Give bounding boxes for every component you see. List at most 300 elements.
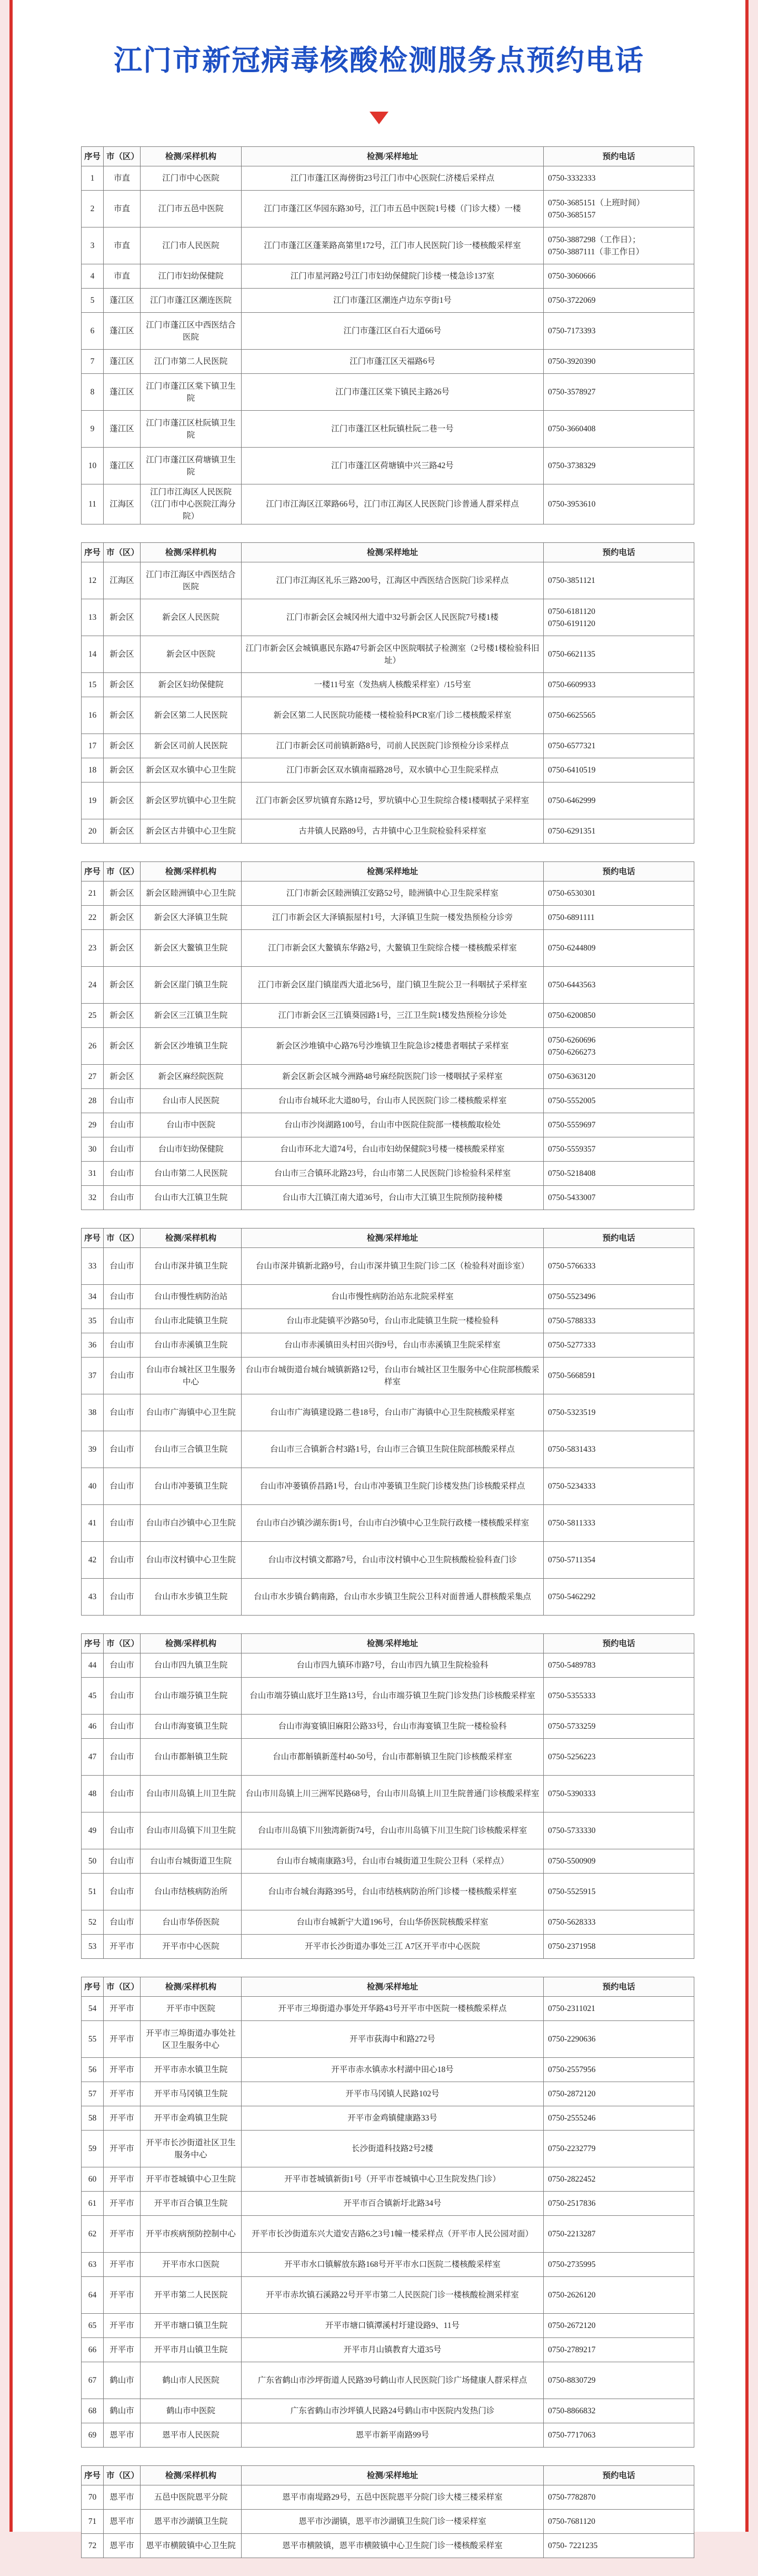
service-table xyxy=(81,146,694,524)
cell-org: 台山市大江镇卫生院 xyxy=(141,1186,242,1210)
cell-phone[interactable]: 0750-5711354 xyxy=(544,1542,694,1579)
cell-addr: 江门市蓬江区海傍街23号江门市中心医院仁济楼后采样点 xyxy=(242,166,544,191)
cell-addr: 台山市四九镇环市路7号，台山市四九镇卫生院检验科 xyxy=(242,1653,544,1678)
table-row xyxy=(82,1812,694,1849)
cell-city: 新会区 xyxy=(104,906,141,930)
cell-no: 19 xyxy=(82,782,104,819)
cell-addr: 台山市北陡镇平沙路50号，台山市北陡镇卫生院一楼检验科 xyxy=(242,1309,544,1333)
cell-city: 新会区 xyxy=(104,967,141,1004)
cell-no: 5 xyxy=(82,289,104,313)
cell-org: 台山市川岛镇上川卫生院 xyxy=(141,1776,242,1812)
cell-phone[interactable]: 0750-5489783 xyxy=(544,1653,694,1678)
cell-phone[interactable]: 0750-3060666 xyxy=(544,264,694,289)
cell-org: 台山市都斛镇卫生院 xyxy=(141,1739,242,1776)
cell-city: 新会区 xyxy=(104,697,141,734)
table-row xyxy=(82,734,694,758)
table-row xyxy=(82,1089,694,1113)
table-row xyxy=(82,313,694,350)
cell-org: 新会区睦洲镇中心卫生院 xyxy=(141,881,242,906)
cell-org: 新会区妇幼保健院 xyxy=(141,673,242,697)
table-row xyxy=(82,1248,694,1285)
column-header: 序号 xyxy=(82,1634,104,1653)
cell-org: 新会区大鳌镇卫生院 xyxy=(141,930,242,967)
service-table xyxy=(81,861,694,1210)
cell-addr: 恩平市新平南路99号 xyxy=(242,2423,544,2448)
cell-phone[interactable]: 0750-5323519 xyxy=(544,1394,694,1431)
cell-org: 台山市第二人民医院 xyxy=(141,1162,242,1186)
cell-org: 台山市结核病防治所 xyxy=(141,1874,242,1910)
table-row xyxy=(82,1739,694,1776)
cell-city: 台山市 xyxy=(104,1309,141,1333)
cell-phone[interactable]: 0750-5390333 xyxy=(544,1776,694,1812)
cell-phone[interactable]: 0750-5462292 xyxy=(544,1579,694,1616)
cell-city: 恩平市 xyxy=(104,2485,141,2510)
cell-phone[interactable]: 0750-5628333 xyxy=(544,1910,694,1935)
cell-phone[interactable]: 0750-3887298（工作日）； 0750-3887111（非工作日） xyxy=(544,227,694,264)
cell-addr: 台山市三合镇新合村3路1号，台山市三合镇卫生院住院部核酸采样点 xyxy=(242,1431,544,1468)
cell-addr: 台山市广海镇建设路二巷18号，台山市广海镇中心卫生院核酸采样室 xyxy=(242,1394,544,1431)
cell-phone[interactable]: 0750-2371958 xyxy=(544,1935,694,1959)
cell-phone[interactable]: 0750-2290636 xyxy=(544,2021,694,2058)
cell-phone[interactable]: 0750-6260696 0750-6266273 xyxy=(544,1028,694,1065)
cell-city: 开平市 xyxy=(104,2106,141,2131)
cell-no: 64 xyxy=(82,2277,104,2314)
cell-addr: 开平市塘口镇潭溪村圩建设路9、11号 xyxy=(242,2314,544,2338)
cell-no: 3 xyxy=(82,227,104,264)
cell-city: 台山市 xyxy=(104,1874,141,1910)
cell-no: 48 xyxy=(82,1776,104,1812)
table-row xyxy=(82,673,694,697)
cell-phone[interactable]: 0750-8866832 xyxy=(544,2399,694,2423)
cell-no: 57 xyxy=(82,2082,104,2106)
cell-addr: 江门市新会区双水镇南福路28号，双水镇中心卫生院采样点 xyxy=(242,758,544,782)
table-row xyxy=(82,1776,694,1812)
cell-city: 新会区 xyxy=(104,599,141,636)
cell-phone[interactable]: 0750-6200850 xyxy=(544,1004,694,1028)
table-row xyxy=(82,1431,694,1468)
cell-phone[interactable]: 0750-2557956 xyxy=(544,2058,694,2082)
cell-org: 江门市江海区中西医结合医院 xyxy=(141,562,242,599)
column-header: 检测/采样地址 xyxy=(242,1977,544,1997)
cell-no: 10 xyxy=(82,448,104,484)
service-table xyxy=(81,1633,694,1959)
cell-phone[interactable]: 0750-6891111 xyxy=(544,906,694,930)
cell-phone[interactable]: 0750-2626120 xyxy=(544,2277,694,2314)
cell-phone[interactable]: 0750-2213287 xyxy=(544,2216,694,2253)
cell-no: 12 xyxy=(82,562,104,599)
cell-addr: 江门市江海区江翠路66号，江门市江海区人民医院门诊普通人群采样点 xyxy=(242,484,544,524)
cell-no: 24 xyxy=(82,967,104,1004)
cell-org: 新会区崖门镇卫生院 xyxy=(141,967,242,1004)
cell-city: 开平市 xyxy=(104,2082,141,2106)
table-row xyxy=(82,819,694,844)
column-header: 预约电话 xyxy=(544,1228,694,1248)
cell-org: 江门市人民医院 xyxy=(141,227,242,264)
cell-phone[interactable]: 0750-6625565 xyxy=(544,697,694,734)
cell-no: 61 xyxy=(82,2192,104,2216)
cell-org: 开平市月山镇卫生院 xyxy=(141,2338,242,2362)
column-header: 检测/采样地址 xyxy=(242,2466,544,2485)
cell-no: 4 xyxy=(82,264,104,289)
cell-addr: 台山市白沙镇沙湖东街1号，台山市白沙镇中心卫生院行政楼一楼核酸采样室 xyxy=(242,1505,544,1542)
cell-no: 29 xyxy=(82,1113,104,1137)
cell-org: 台山市台城社区卫生服务中心 xyxy=(141,1358,242,1394)
table-row xyxy=(82,2399,694,2423)
cell-phone[interactable]: 0750-2311021 xyxy=(544,1997,694,2021)
table-header-row xyxy=(82,1977,694,1997)
cell-city: 台山市 xyxy=(104,1776,141,1812)
cell-phone[interactable]: 0750-5559697 xyxy=(544,1113,694,1137)
cell-city: 台山市 xyxy=(104,1678,141,1715)
cell-no: 31 xyxy=(82,1162,104,1186)
cell-org: 恩平市人民医院 xyxy=(141,2423,242,2448)
cell-addr: 江门市新会区崖门镇崖西大道北56号，崖门镇卫生院公卫一科咽拭子采样室 xyxy=(242,967,544,1004)
cell-addr: 台山市汶村镇文都路7号，台山市汶村镇中心卫生院核酸检验科查门诊 xyxy=(242,1542,544,1579)
column-header: 检测/采样机构 xyxy=(141,543,242,562)
cell-addr: 台山市都斛镇新莲村40-50号，台山市都斛镇卫生院门诊核酸采样室 xyxy=(242,1739,544,1776)
cell-phone[interactable]: 0750-2735995 xyxy=(544,2253,694,2277)
cell-org: 台山市广海镇中心卫生院 xyxy=(141,1394,242,1431)
cell-phone[interactable]: 0750-2232779 xyxy=(544,2131,694,2167)
table-row xyxy=(82,1715,694,1739)
column-header: 序号 xyxy=(82,862,104,881)
cell-phone[interactable]: 0750-6577321 xyxy=(544,734,694,758)
cell-org: 江门市蓬江区棠下镇卫生院 xyxy=(141,374,242,411)
cell-org: 开平市赤水镇卫生院 xyxy=(141,2058,242,2082)
column-header: 市（区） xyxy=(104,1977,141,1997)
cell-no: 37 xyxy=(82,1358,104,1394)
table-row xyxy=(82,1309,694,1333)
table-row xyxy=(82,484,694,524)
cell-addr: 江门市新会区司前镇新路8号，司前人民医院门诊预检分诊采样点 xyxy=(242,734,544,758)
cell-no: 42 xyxy=(82,1542,104,1579)
column-header: 序号 xyxy=(82,147,104,166)
cell-addr: 开平市苍城镇新街1号（开平市苍城镇中心卫生院发热门诊） xyxy=(242,2167,544,2192)
cell-phone[interactable]: 0750-2822452 xyxy=(544,2167,694,2192)
cell-no: 40 xyxy=(82,1468,104,1505)
cell-phone[interactable]: 0750-5277333 xyxy=(544,1333,694,1358)
table-row xyxy=(82,350,694,374)
cell-org: 台山市三合镇卫生院 xyxy=(141,1431,242,1468)
cell-addr: 台山市深井镇新北路9号，台山市深井镇卫生院门诊二区（检验科对面诊室） xyxy=(242,1248,544,1285)
cell-phone[interactable]: 0750-5523496 xyxy=(544,1285,694,1309)
cell-org: 台山市端芬镇卫生院 xyxy=(141,1678,242,1715)
cell-phone[interactable]: 0750-5559357 xyxy=(544,1137,694,1162)
cell-addr: 台山市水步镇台鹤南路，台山市水步镇卫生院公卫科对面普通人群核酸采集点 xyxy=(242,1579,544,1616)
cell-addr: 长沙街道科技路2号2楼 xyxy=(242,2131,544,2167)
cell-city: 江海区 xyxy=(104,484,141,524)
cell-phone[interactable]: 0750-3920390 xyxy=(544,350,694,374)
cell-no: 55 xyxy=(82,2021,104,2058)
cell-no: 66 xyxy=(82,2338,104,2362)
cell-no: 35 xyxy=(82,1309,104,1333)
cell-phone[interactable]: 0750-2517836 xyxy=(544,2192,694,2216)
triangle-down-icon xyxy=(370,112,388,124)
table-row xyxy=(82,2534,694,2558)
cell-no: 60 xyxy=(82,2167,104,2192)
cell-org: 江门市江海区人民医院（江门市中心医院江海分院） xyxy=(141,484,242,524)
cell-addr: 新会区新会区城今洲路48号麻经院医院门诊一楼咽拭子采样室 xyxy=(242,1065,544,1089)
cell-no: 53 xyxy=(82,1935,104,1959)
cell-city: 台山市 xyxy=(104,1849,141,1874)
cell-city: 新会区 xyxy=(104,636,141,673)
table-header-row xyxy=(82,862,694,881)
cell-city: 蓬江区 xyxy=(104,411,141,448)
cell-no: 17 xyxy=(82,734,104,758)
table-row xyxy=(82,1028,694,1065)
cell-city: 新会区 xyxy=(104,758,141,782)
cell-city: 开平市 xyxy=(104,2058,141,2082)
column-header: 检测/采样机构 xyxy=(141,1634,242,1653)
cell-org: 开平市长沙街道社区卫生服务中心 xyxy=(141,2131,242,2167)
cell-phone[interactable]: 0750-5433007 xyxy=(544,1186,694,1210)
table-row xyxy=(82,448,694,484)
cell-org: 台山市海宴镇卫生院 xyxy=(141,1715,242,1739)
cell-phone[interactable]: 0750-6621135 xyxy=(544,636,694,673)
column-header: 检测/采样机构 xyxy=(141,2466,242,2485)
cell-phone[interactable]: 0750-2672120 xyxy=(544,2314,694,2338)
table-row xyxy=(82,2362,694,2399)
cell-city: 鹤山市 xyxy=(104,2362,141,2399)
table-row xyxy=(82,1874,694,1910)
cell-phone[interactable]: 0750-2872120 xyxy=(544,2082,694,2106)
column-header: 检测/采样机构 xyxy=(141,1977,242,1997)
cell-city: 开平市 xyxy=(104,2277,141,2314)
cell-city: 新会区 xyxy=(104,881,141,906)
cell-no: 20 xyxy=(82,819,104,844)
cell-addr: 恩平市沙湖镇，恩平市沙湖镇卫生院门诊一楼采样室 xyxy=(242,2510,544,2534)
cell-no: 34 xyxy=(82,1285,104,1309)
cell-phone[interactable]: 0750-8830729 xyxy=(544,2362,694,2399)
cell-addr: 江门市新会区睦洲镇江安路52号，睦洲镇中心卫生院采样室 xyxy=(242,881,544,906)
table-header-row xyxy=(82,1634,694,1653)
cell-city: 台山市 xyxy=(104,1431,141,1468)
cell-addr: 台山市台城环北大道80号，台山市人民医院门诊二楼核酸采样室 xyxy=(242,1089,544,1113)
cell-no: 47 xyxy=(82,1739,104,1776)
cell-addr: 台山市环北大道74号，台山市妇幼保健院3号楼一楼核酸采样室 xyxy=(242,1137,544,1162)
cell-phone[interactable]: 0750-5355333 xyxy=(544,1678,694,1715)
table-row xyxy=(82,1468,694,1505)
cell-phone[interactable]: 0750-6530301 xyxy=(544,881,694,906)
cell-org: 台山市水步镇卫生院 xyxy=(141,1579,242,1616)
cell-phone[interactable]: 0750-6181120 0750-6191120 xyxy=(544,599,694,636)
table-row xyxy=(82,264,694,289)
cell-phone[interactable]: 0750-6291351 xyxy=(544,819,694,844)
table-row xyxy=(82,1065,694,1089)
cell-city: 新会区 xyxy=(104,1028,141,1065)
cell-city: 开平市 xyxy=(104,2167,141,2192)
cell-org: 台山市川岛镇下川卫生院 xyxy=(141,1812,242,1849)
cell-addr: 广东省鹤山市沙坪街道人民路39号鹤山市人民医院门诊广场健康人群采样点 xyxy=(242,2362,544,2399)
cell-phone[interactable]: 0750-7782870 xyxy=(544,2485,694,2510)
cell-phone[interactable]: 0750-5218408 xyxy=(544,1162,694,1186)
cell-phone[interactable]: 0750-2789217 xyxy=(544,2338,694,2362)
table-row xyxy=(82,881,694,906)
column-header: 市（区） xyxy=(104,1228,141,1248)
cell-org: 新会区第二人民医院 xyxy=(141,697,242,734)
cell-phone[interactable]: 0750-5234333 xyxy=(544,1468,694,1505)
cell-city: 台山市 xyxy=(104,1579,141,1616)
table-header-row xyxy=(82,543,694,562)
table-row xyxy=(82,782,694,819)
cell-city: 新会区 xyxy=(104,930,141,967)
cell-city: 新会区 xyxy=(104,1065,141,1089)
cell-city: 市直 xyxy=(104,166,141,191)
column-header: 预约电话 xyxy=(544,862,694,881)
cell-addr: 开平市赤坎镇石溪路22号开平市第二人民医院门诊一楼核酸检测采样室 xyxy=(242,2277,544,2314)
cell-no: 28 xyxy=(82,1089,104,1113)
cell-addr: 台山市三合镇环北路23号，台山市第二人民医院门诊检验科采样室 xyxy=(242,1162,544,1186)
cell-phone[interactable]: 0750-6410519 xyxy=(544,758,694,782)
table-row xyxy=(82,166,694,191)
table-row xyxy=(82,906,694,930)
table-row xyxy=(82,1113,694,1137)
cell-city: 台山市 xyxy=(104,1715,141,1739)
cell-city: 台山市 xyxy=(104,1739,141,1776)
cell-addr: 恩平市横陂镇，恩平市横陂镇中心卫生院门诊一楼核酸采样室 xyxy=(242,2534,544,2558)
cell-org: 新会区罗坑镇中心卫生院 xyxy=(141,782,242,819)
cell-org: 新会区双水镇中心卫生院 xyxy=(141,758,242,782)
cell-city: 开平市 xyxy=(104,2253,141,2277)
table-row xyxy=(82,2253,694,2277)
cell-phone[interactable]: 0750-3722069 xyxy=(544,289,694,313)
cell-phone[interactable]: 0750-3660408 xyxy=(544,411,694,448)
cell-no: 54 xyxy=(82,1997,104,2021)
cell-city: 台山市 xyxy=(104,1186,141,1210)
cell-phone[interactable]: 0750-7717063 xyxy=(544,2423,694,2448)
cell-org: 开平市中心医院 xyxy=(141,1935,242,1959)
cell-phone[interactable]: 0750-5811333 xyxy=(544,1505,694,1542)
cell-phone[interactable]: 0750-5766333 xyxy=(544,1248,694,1285)
cell-phone[interactable]: 0750- 7221235 xyxy=(544,2534,694,2558)
cell-org: 恩平市沙湖镇卫生院 xyxy=(141,2510,242,2534)
cell-phone[interactable]: 0750-3953610 xyxy=(544,484,694,524)
cell-org: 开平市马冈镇卫生院 xyxy=(141,2082,242,2106)
table-row xyxy=(82,289,694,313)
cell-city: 台山市 xyxy=(104,1333,141,1358)
column-header: 序号 xyxy=(82,543,104,562)
cell-no: 27 xyxy=(82,1065,104,1089)
cell-city: 台山市 xyxy=(104,1468,141,1505)
table-row xyxy=(82,2167,694,2192)
cell-no: 58 xyxy=(82,2106,104,2131)
cell-phone[interactable]: 0750-7681120 xyxy=(544,2510,694,2534)
table-row xyxy=(82,2314,694,2338)
cell-addr: 台山市海宴镇旧麻阳公路33号，台山市海宴镇卫生院一楼检验科 xyxy=(242,1715,544,1739)
table-row xyxy=(82,1579,694,1616)
cell-addr: 江门市蓬江区白石大道66号 xyxy=(242,313,544,350)
table-row xyxy=(82,1358,694,1394)
cell-city: 新会区 xyxy=(104,734,141,758)
cell-addr: 台山市冲蒌镇侨昌路1号，台山市冲蒌镇卫生院门诊楼发热门诊核酸采样点 xyxy=(242,1468,544,1505)
cell-city: 开平市 xyxy=(104,2021,141,2058)
table-header-row xyxy=(82,1228,694,1248)
cell-city: 市直 xyxy=(104,191,141,227)
cell-phone[interactable]: 0750-5552005 xyxy=(544,1089,694,1113)
table-row xyxy=(82,2082,694,2106)
table-row xyxy=(82,930,694,967)
cell-addr: 开平市荻海中和路272号 xyxy=(242,2021,544,2058)
cell-no: 46 xyxy=(82,1715,104,1739)
cell-no: 23 xyxy=(82,930,104,967)
cell-addr: 古井镇人民路89号，古井镇中心卫生院检验科采样室 xyxy=(242,819,544,844)
cell-city: 台山市 xyxy=(104,1542,141,1579)
cell-no: 22 xyxy=(82,906,104,930)
cell-no: 25 xyxy=(82,1004,104,1028)
cell-phone[interactable]: 0750-5733330 xyxy=(544,1812,694,1849)
cell-phone[interactable]: 0750-6609933 xyxy=(544,673,694,697)
cell-city: 台山市 xyxy=(104,1812,141,1849)
cell-org: 开平市第二人民医院 xyxy=(141,2277,242,2314)
table-row xyxy=(82,1505,694,1542)
cell-phone[interactable]: 0750-5668591 xyxy=(544,1358,694,1394)
cell-org: 江门市蓬江区中西医结合医院 xyxy=(141,313,242,350)
cell-addr: 开平市三埠街道办事处开华路43号开平市中医院一楼核酸采样点 xyxy=(242,1997,544,2021)
cell-no: 33 xyxy=(82,1248,104,1285)
cell-phone[interactable]: 0750-6443563 xyxy=(544,967,694,1004)
cell-addr: 新会区第二人民医院功能楼一楼检验科PCR室/门诊二楼核酸采样室 xyxy=(242,697,544,734)
cell-phone[interactable]: 0750-5256223 xyxy=(544,1739,694,1776)
cell-addr: 江门市蓬江区杜阮镇杜阮二巷一号 xyxy=(242,411,544,448)
cell-org: 新会区人民医院 xyxy=(141,599,242,636)
cell-phone[interactable]: 0750-5831433 xyxy=(544,1431,694,1468)
cell-city: 台山市 xyxy=(104,1653,141,1678)
cell-phone[interactable]: 0750-2555246 xyxy=(544,2106,694,2131)
cell-addr: 江门市新会区会城冈州大道中32号新会区人民医院7号楼1楼 xyxy=(242,599,544,636)
cell-org: 台山市汶村镇中心卫生院 xyxy=(141,1542,242,1579)
cell-phone[interactable]: 0750-3332333 xyxy=(544,166,694,191)
cell-phone[interactable]: 0750-6244809 xyxy=(544,930,694,967)
table-row xyxy=(82,599,694,636)
table-row xyxy=(82,1653,694,1678)
column-header: 预约电话 xyxy=(544,1634,694,1653)
cell-phone[interactable]: 0750-5500909 xyxy=(544,1849,694,1874)
cell-no: 63 xyxy=(82,2253,104,2277)
cell-org: 台山市冲蒌镇卫生院 xyxy=(141,1468,242,1505)
cell-city: 恩平市 xyxy=(104,2510,141,2534)
cell-phone[interactable]: 0750-6363120 xyxy=(544,1065,694,1089)
cell-city: 台山市 xyxy=(104,1162,141,1186)
cell-addr: 开平市百合镇新圩北路34号 xyxy=(242,2192,544,2216)
cell-addr: 台山市台城南康路3号，台山市台城街道卫生院公卫科（采样点） xyxy=(242,1849,544,1874)
column-header: 检测/采样地址 xyxy=(242,1634,544,1653)
cell-city: 恩平市 xyxy=(104,2534,141,2558)
column-header: 检测/采样地址 xyxy=(242,862,544,881)
table-row xyxy=(82,2021,694,2058)
cell-phone[interactable]: 0750-3851121 xyxy=(544,562,694,599)
cell-phone[interactable]: 0750-5733259 xyxy=(544,1715,694,1739)
cell-no: 68 xyxy=(82,2399,104,2423)
table-row xyxy=(82,1162,694,1186)
cell-phone[interactable]: 0750-6462999 xyxy=(544,782,694,819)
cell-addr: 恩平市南堤路29号，五邑中医院恩平分院门诊大楼三楼采样室 xyxy=(242,2485,544,2510)
table-row xyxy=(82,1137,694,1162)
cell-addr: 江门市新会区会城镇惠民东路47号新会区中医院咽拭子检测室（2号楼1楼检验科旧址） xyxy=(242,636,544,673)
cell-phone[interactable]: 0750-3685151（上班时间） 0750-3685157 xyxy=(544,191,694,227)
service-table xyxy=(81,542,694,844)
cell-addr: 台山市台城台海路395号，台山市结核病防治所门诊楼一楼核酸采样室 xyxy=(242,1874,544,1910)
column-header: 检测/采样地址 xyxy=(242,147,544,166)
cell-phone[interactable]: 0750-5788333 xyxy=(544,1309,694,1333)
cell-phone[interactable]: 0750-7173393 xyxy=(544,313,694,350)
cell-phone[interactable]: 0750-3738329 xyxy=(544,448,694,484)
table-row xyxy=(82,374,694,411)
table-row xyxy=(82,2423,694,2448)
cell-phone[interactable]: 0750-5525915 xyxy=(544,1874,694,1910)
cell-city: 开平市 xyxy=(104,2192,141,2216)
cell-addr: 开平市马冈镇人民路102号 xyxy=(242,2082,544,2106)
cell-phone[interactable]: 0750-3578927 xyxy=(544,374,694,411)
